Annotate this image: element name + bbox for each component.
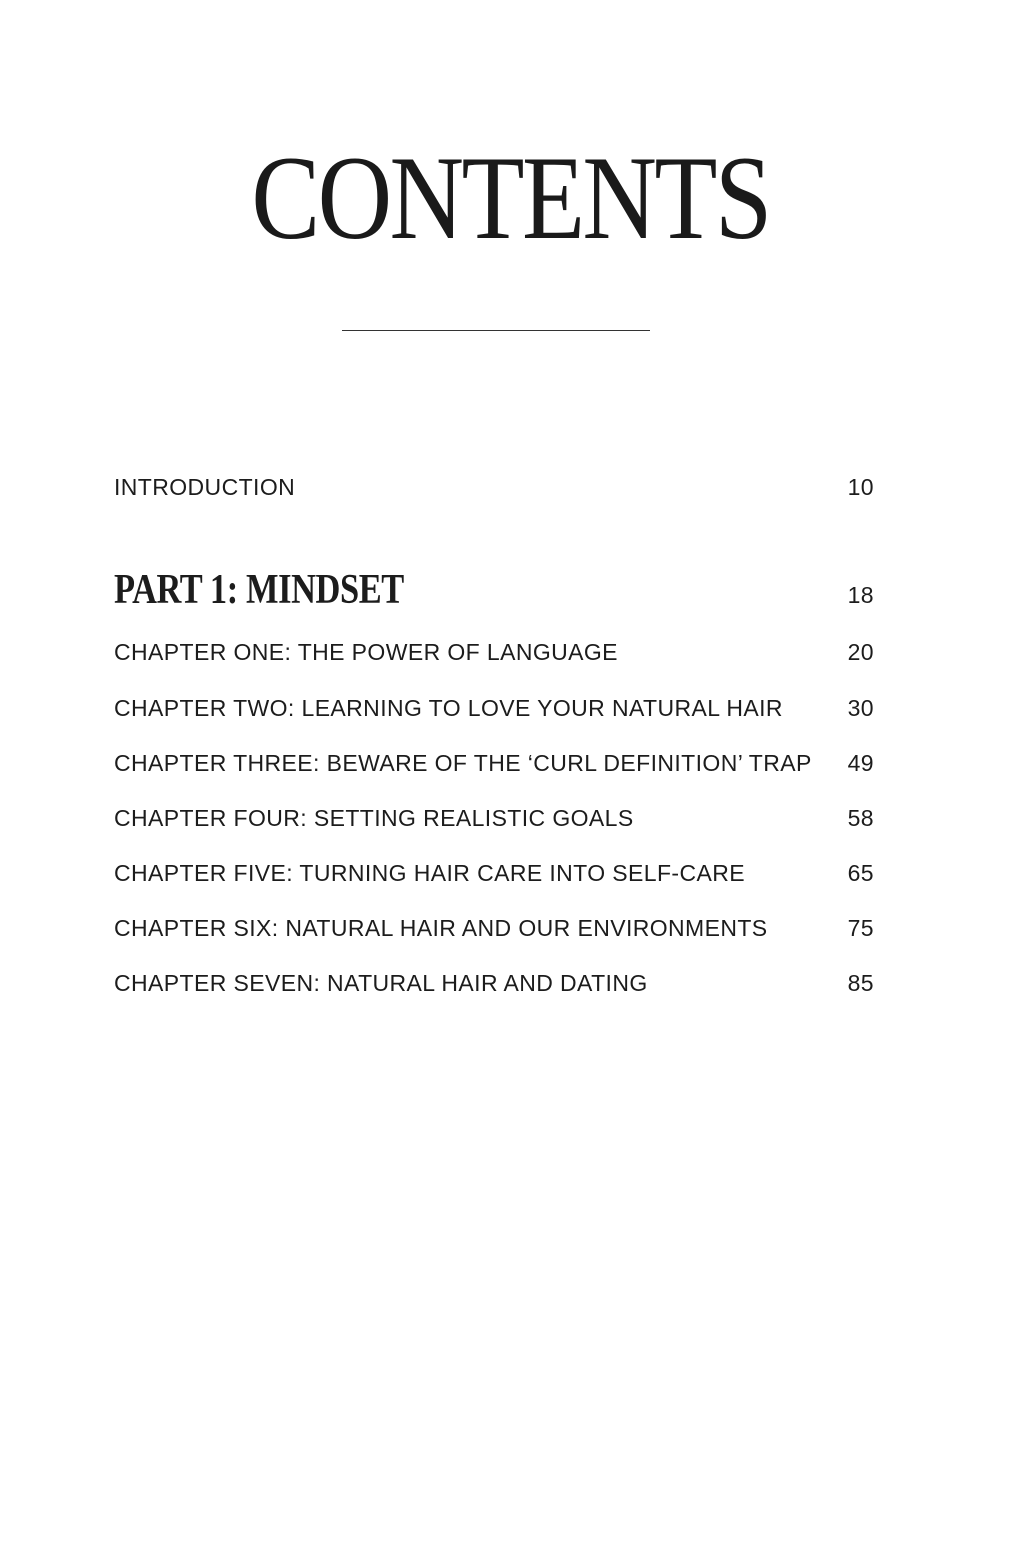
toc-entry-page: 85	[847, 970, 874, 996]
toc-entry-title: CHAPTER THREE: BEWARE OF THE ‘CURL DEFINITION’ TRAP	[114, 750, 812, 776]
toc-entry-chapter[interactable]	[114, 695, 874, 722]
toc-entry-title: CHAPTER FOUR: SETTING REALISTIC GOALS	[114, 805, 634, 831]
toc-entry-title: CHAPTER FIVE: TURNING HAIR CARE INTO SELF-CARE	[114, 860, 745, 886]
toc-entry-page: 65	[847, 860, 874, 886]
toc-entry-introduction[interactable]	[114, 474, 874, 501]
toc-entry-chapter[interactable]	[114, 860, 874, 887]
title-divider	[342, 330, 650, 331]
toc-entry-title: CHAPTER SEVEN: NATURAL HAIR AND DATING	[114, 970, 648, 996]
toc-entry-page: 10	[847, 474, 874, 500]
toc-entry-title: CHAPTER TWO: LEARNING TO LOVE YOUR NATURAL HAIR	[114, 695, 783, 721]
page-title: CONTENTS	[251, 131, 770, 264]
toc-entry-chapter[interactable]	[114, 805, 874, 832]
toc-entry-page: 75	[847, 915, 874, 941]
toc-entry-title: INTRODUCTION	[114, 474, 296, 500]
toc-entry-page: 58	[847, 805, 874, 831]
toc-entry-chapter[interactable]	[114, 915, 874, 942]
toc-entry-page: 30	[847, 695, 874, 721]
toc-entry-part-1[interactable]	[114, 566, 874, 614]
toc-entry-title: CHAPTER SIX: NATURAL HAIR AND OUR ENVIRONMENTS	[114, 915, 768, 941]
toc-entry-chapter[interactable]	[114, 750, 874, 777]
toc-entry-page: 49	[847, 750, 874, 776]
toc-entry-page: 18	[847, 582, 874, 608]
part-heading: PART 1: MINDSET	[114, 567, 404, 613]
toc-entry-chapter[interactable]	[114, 970, 874, 997]
toc-entry-title: CHAPTER ONE: THE POWER OF LANGUAGE	[114, 639, 618, 665]
toc-entry-page: 20	[847, 639, 874, 665]
toc-entry-chapter[interactable]	[114, 639, 874, 666]
